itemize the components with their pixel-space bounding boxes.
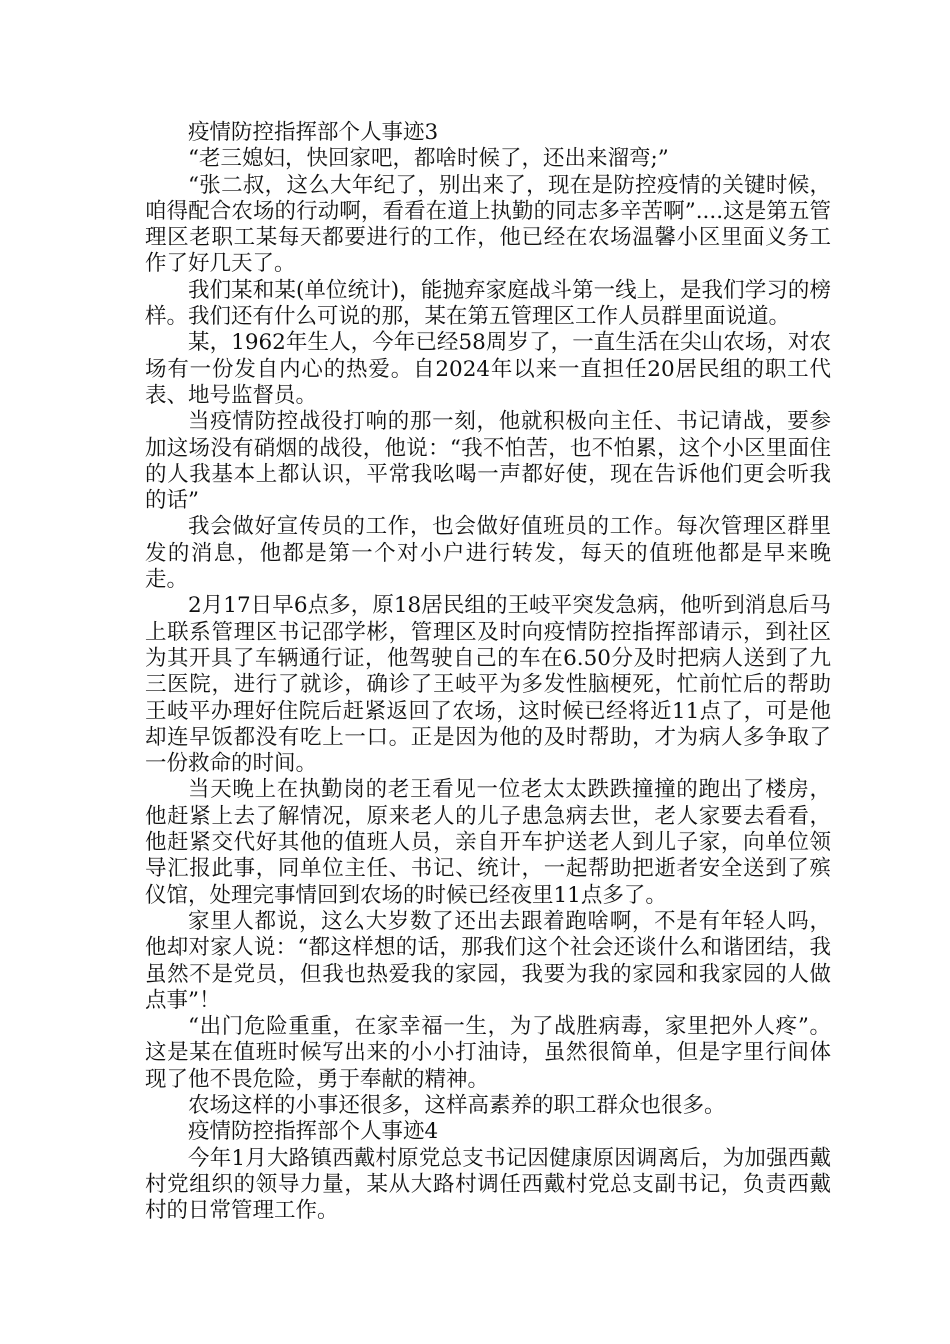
paragraph-12: 今年1月大路镇西戴村原党总支书记因健康原因调离后，为加强西戴村党组织的领导力量，某从大路村调任西戴村党总支副书记，负责西戴村的日常管理工作。 [145, 1145, 831, 1224]
section-heading-3: 疫情防控指挥部个人事迹3 [188, 120, 439, 145]
document-body [145, 120, 831, 1224]
paragraph-9: 家里人都说，这么大岁数了还出去跟着跑啥啊，不是有年轻人吗，他却对家人说：“都这样想的话，那我们这个社会还谈什么和谐团结，我虽然不是党员，但我也热爱我的家园，我要为我的家园和我家园的人做点事”！ [145, 908, 831, 1013]
paragraph-4: 某，1962年生人，今年已经58周岁了，一直生活在尖山农场，对农场有一份发自内心的热爱。自2024年以来一直担任20居民组的职工代表、地号监督员。 [145, 330, 831, 408]
paragraph-7: 2月17日早6点多，原18居民组的王岐平突发急病，他听到消息后马上联系管理区书记邵学彬，管理区及时向疫情防控指挥部请示，到社区为其开具了车辆通行证，他驾驶自己的车在6.50分及时把病人送到了九三医院，进行了就诊，确诊了王岐平为多发性脑梗死，忙前忙后的帮助王岐平办理好住院后赶紧返回了农场，这时候已经将近11点了，可是他却连早饭都没有吃上一口。正是因为他的及时帮助，才为病人多争取了一份救命的时间。 [145, 593, 831, 777]
section-heading-4: 疫情防控指挥部个人事迹4 [188, 1119, 439, 1145]
paragraph-5: 当疫情防控战役打响的那一刻，他就积极向主任、书记请战，要参加这场没有硝烟的战役，他说：“我不怕苦，也不怕累，这个小区里面住的人我基本上都认识，平常我吆喝一声都好使，现在告诉他们更会听我的话” [145, 409, 831, 514]
paragraph-6: 我会做好宣传员的工作，也会做好值班员的工作。每次管理区群里发的消息，他都是第一个对小户进行转发，每天的值班他都是早来晚走。 [145, 514, 831, 593]
paragraph-10: “出门危险重重，在家幸福一生，为了战胜病毒，家里把外人疼”。这是某在值班时候写出来的小小打油诗，虽然很简单，但是字里行间体现了他不畏危险，勇于奉献的精神。 [145, 1014, 831, 1092]
paragraph-11: 农场这样的小事还很多，这样高素养的职工群众也很多。 [188, 1092, 726, 1118]
paragraph-2: “张二叔，这么大年纪了，别出来了，现在是防控疫情的关键时候，咱得配合农场的行动啊，看看在道上执勤的同志多辛苦啊”....这是第五管理区老职工某每天都要进行的工作，他已经在农场温馨小区里面义务工作了好几天了。 [145, 172, 831, 277]
paragraph-3: 我们某和某(单位统计)，能抛弃家庭战斗第一线上，是我们学习的榜样。我们还有什么可说的那，某在第五管理区工作人员群里面说道。 [145, 277, 831, 330]
paragraph-8: 当天晚上在执勤岗的老王看见一位老太太跌跌撞撞的跑出了楼房，他赶紧上去了解情况，原来老人的儿子患急病去世，老人家要去看看，他赶紧交代好其他的值班人员，亲自开车护送老人到儿子家，向单位领导汇报此事，同单位主任、书记、统计，一起帮助把逝者安全送到了殡仪馆，处理完事情回到农场的时候已经夜里11点多了。 [145, 777, 831, 908]
paragraph-1: “老三媳妇，快回家吧，都啥时候了，还出来溜弯;” [188, 146, 669, 172]
